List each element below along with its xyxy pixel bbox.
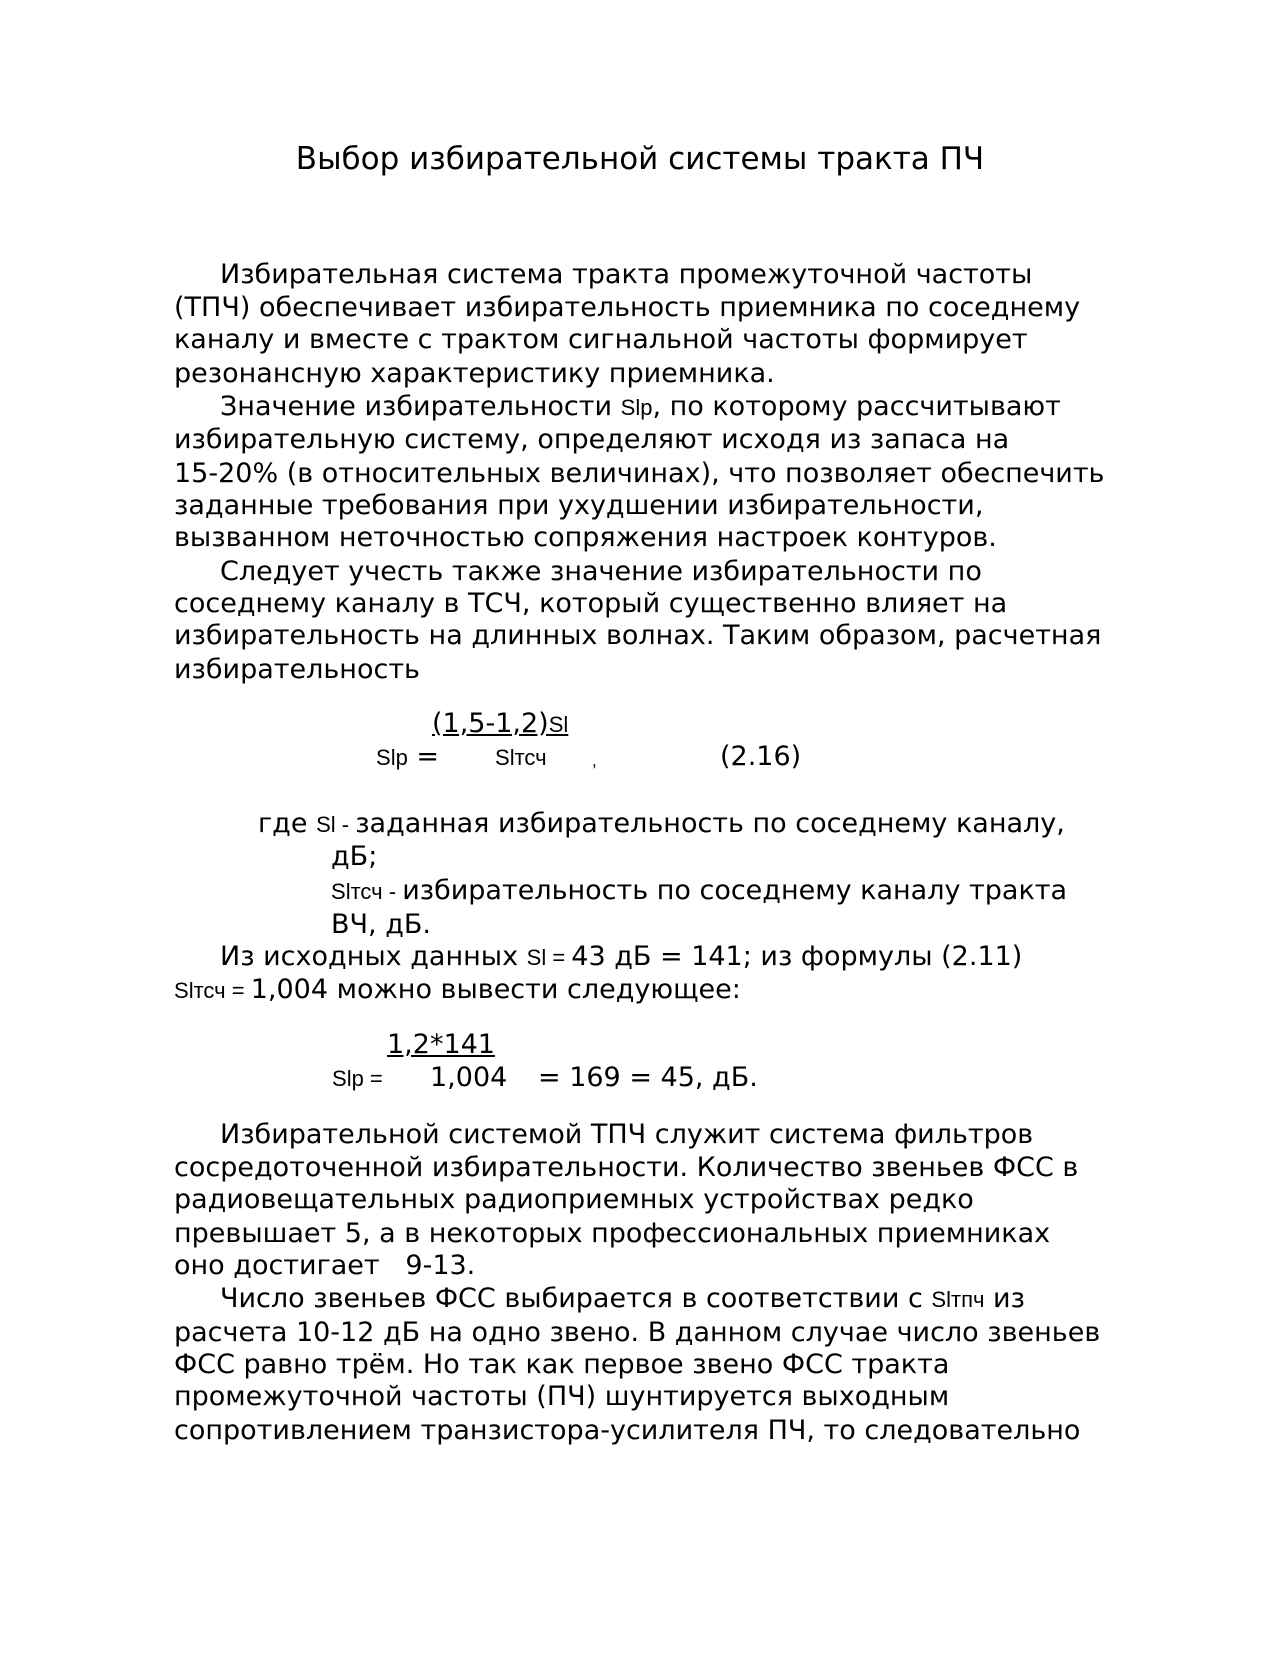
p1-line-2: (ТПЧ) обеспечивает избирательность приемника по соседнему [174, 292, 1081, 323]
p4-text-a: Из исходных данных [220, 941, 527, 972]
formula-2-denominator: 1,004 [430, 1062, 508, 1093]
f1-den-symbol: S [495, 745, 510, 770]
f1-lhs-sub: lр [390, 745, 408, 770]
formula-1-comma: , [592, 751, 597, 770]
p5-line-3: радиовещательных радиоприемных устройствах редко [174, 1184, 974, 1215]
where-line-3 [331, 874, 1067, 908]
p2-text-b: , по которому рассчитывают [652, 391, 1061, 422]
where-line-1 [258, 807, 1065, 841]
p2-line-2: избирательную систему, определяют исходя из запаса на [174, 424, 1010, 455]
p6-line-1 [220, 1282, 1025, 1316]
f2-lhs-symbol: S [332, 1066, 347, 1091]
where-symbol-1: S [316, 812, 331, 837]
p2-line-1 [220, 390, 1061, 424]
where-dash-2: - [382, 879, 403, 904]
p2-line-3: 15-20% (в относительных величинах), что позволяет обеспечить [174, 458, 1105, 489]
formula-1-lhs [376, 740, 439, 774]
f2-lhs-sub: lр [346, 1066, 364, 1091]
p6-text-a: Число звеньев ФСС выбирается в соответствии с [220, 1283, 932, 1314]
p3-line-2: соседнему каналу в ТСЧ, который существенно влияет на [174, 588, 1008, 619]
where-sub-1: l [330, 812, 336, 837]
f1-lhs-symbol: S [376, 745, 391, 770]
symbol-sub: lр [635, 395, 653, 420]
f1-num-sub: l [563, 712, 569, 737]
f1-den-sub: lтсч [509, 745, 547, 770]
p4-text-c: 1,004 можно вывести следующее: [250, 974, 741, 1005]
p3-line-1: Следует учесть также значение избирательности по [220, 556, 982, 587]
p6-symbol: S [931, 1287, 947, 1312]
p4-sub-2: lтсч [188, 978, 226, 1003]
p4-equals: = [546, 945, 572, 970]
where-def-1: заданная избирательность по соседнему каналу, [355, 808, 1065, 839]
f2-equals: = [363, 1066, 383, 1091]
p6-line-4: промежуточной частоты (ПЧ) шунтируется выходным [174, 1381, 950, 1412]
where-sub-2: lтсч [345, 879, 383, 904]
page-title: Выбор избирательной системы тракта ПЧ [295, 141, 985, 177]
p3-line-3: избирательность на длинных волнах. Таким образом, расчетная [174, 620, 1102, 651]
formula-1-ref: (2.16) [720, 741, 802, 772]
where-symbol-2: S [331, 879, 346, 904]
f1-num-text: (1,5-1,2) [432, 708, 549, 739]
where-word: где [258, 808, 317, 839]
where-line-2: дБ; [331, 841, 378, 872]
p6-line-3: ФСС равно трём. Но так как первое звено ФСС тракта [174, 1349, 950, 1380]
p2-line-4: заданные требования при ухудшении избирательности, [174, 490, 984, 521]
formula-2-lhs [332, 1061, 383, 1095]
formula-2-result: = 169 = 45, дБ. [538, 1062, 758, 1093]
formula-2-numerator: 1,2*141 [387, 1029, 495, 1060]
p6-text-b: из [984, 1283, 1025, 1314]
p6-sub: lтпч [946, 1287, 985, 1312]
where-def-2: избирательность по соседнему каналу тракта [402, 875, 1068, 906]
p4-text-b: 43 дБ = 141; из формулы (2.11) [571, 941, 1023, 972]
p4-symbol: S [526, 945, 542, 970]
p1-line-1: Избирательная система тракта промежуточной частоты [220, 259, 1033, 290]
p5-line-4: превышает 5, а в некоторых профессиональных приемниках [174, 1218, 1051, 1249]
p4-sub: l [541, 945, 547, 970]
formula-1-denominator [495, 740, 547, 774]
formula-1-numerator [432, 707, 568, 741]
p1-line-4: резонансную характеристику приемника. [174, 358, 775, 389]
p2-text-a: Значение избирательности [220, 391, 621, 422]
p6-line-5: сопротивлением транзистора-усилителя ПЧ, то следовательно [174, 1415, 1081, 1446]
f1-equals: = [407, 741, 440, 772]
p4-line-1 [220, 940, 1022, 974]
f1-num-symbol: S [548, 712, 564, 737]
p4-symbol-2: S [174, 978, 189, 1003]
p6-line-2: расчета 10-12 дБ на одно звено. В данном случае число звеньев [174, 1317, 1101, 1348]
where-dash-1: - [335, 812, 356, 837]
p4-equals-2: = [225, 978, 251, 1003]
symbol-s: S [620, 395, 636, 420]
p5-line-1: Избирательной системой ТПЧ служит система фильтров [220, 1119, 1034, 1150]
p4-line-2 [174, 973, 741, 1007]
p1-line-3: каналу и вместе с трактом сигнальной частоты формирует [174, 324, 1028, 355]
p2-line-5: вызванном неточностью сопряжения настроек контуров. [174, 522, 997, 553]
where-line-4: ВЧ, дБ. [331, 909, 431, 940]
p5-line-5: оно достигает 9-13. [174, 1250, 476, 1281]
p5-line-2: сосредоточенной избирательности. Количество звеньев ФСС в [174, 1152, 1079, 1183]
p3-line-4: избирательность [174, 654, 420, 685]
